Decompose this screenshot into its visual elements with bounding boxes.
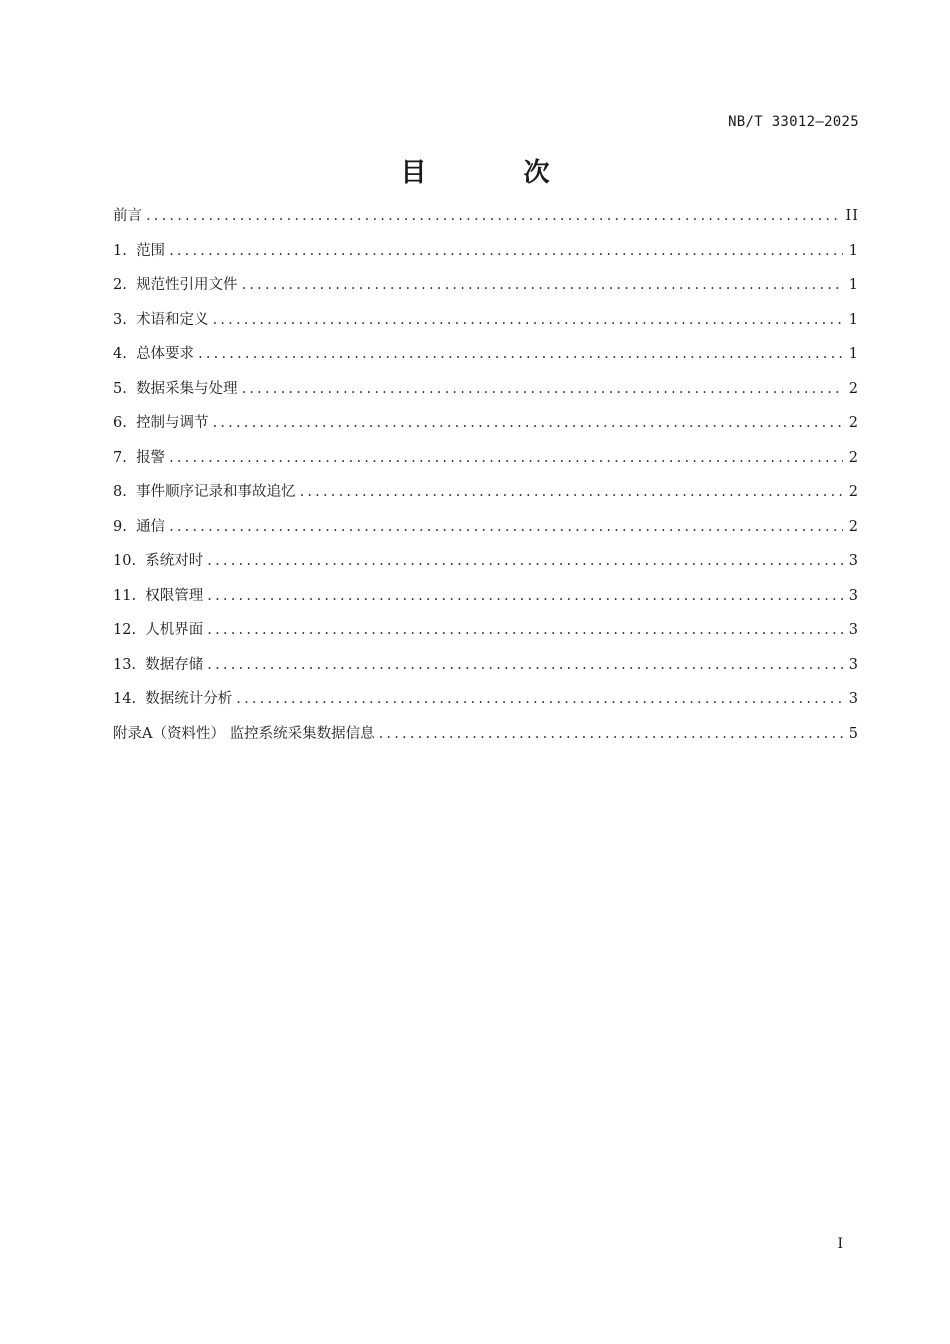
toc-entry-page: 3 <box>848 691 859 707</box>
toc-entry-title: 人机界面 <box>145 622 204 638</box>
toc-entry-number: 10. <box>113 553 146 569</box>
toc-entry-number: 1. <box>113 242 137 259</box>
dot-leader <box>213 303 843 338</box>
toc-entry-statistical-analysis[interactable] <box>113 682 859 717</box>
toc-entry-page: 2 <box>848 415 859 431</box>
toc-entry-page: 3 <box>848 587 859 604</box>
dot-leader <box>169 234 843 269</box>
toc-entry-page: 2 <box>848 484 859 500</box>
toc-entry-title: 规范性引用文件 <box>136 277 238 293</box>
dot-leader <box>379 717 843 752</box>
toc-entry-title: 权限管理 <box>145 587 204 604</box>
toc-entry-number: 11. <box>113 587 146 604</box>
toc-entry-title: 通信 <box>136 518 166 535</box>
toc-entry-page: II <box>845 208 859 224</box>
dot-leader <box>213 406 843 441</box>
dot-leader <box>207 579 842 614</box>
toc-entry-title: 事件顺序记录和事故追忆 <box>136 484 296 500</box>
toc-entry-title: 数据统计分析 <box>145 691 233 707</box>
toc-entry-hmi[interactable] <box>113 613 859 648</box>
toc-entry-number: 7. <box>113 449 137 466</box>
dot-leader <box>146 199 840 234</box>
toc-entry-number: 9. <box>113 518 137 535</box>
table-of-contents <box>113 199 859 751</box>
toc-entry-title: 术语和定义 <box>136 311 209 328</box>
toc-entry-general-requirements[interactable] <box>113 337 859 372</box>
toc-entry-alarm[interactable] <box>113 441 859 476</box>
toc-entry-number: 4. <box>113 346 137 362</box>
dot-leader <box>236 682 842 717</box>
toc-entry-data-acquisition[interactable] <box>113 372 859 407</box>
toc-entry-page: 2 <box>848 449 859 466</box>
toc-entry-page: 1 <box>848 311 859 328</box>
toc-entry-page: 1 <box>848 242 859 259</box>
toc-entry-event-recording[interactable] <box>113 475 859 510</box>
dot-leader <box>198 337 843 372</box>
document-code: NB/T 33012—2025 <box>728 114 859 130</box>
toc-entry-time-sync[interactable] <box>113 544 859 579</box>
toc-entry-title: 报警 <box>136 449 166 466</box>
toc-entry-data-storage[interactable] <box>113 648 859 683</box>
toc-entry-title: 数据采集与处理 <box>136 380 238 397</box>
dot-leader <box>169 510 843 545</box>
dot-leader <box>207 544 842 579</box>
toc-entry-page: 2 <box>848 518 859 535</box>
toc-entry-number: 5. <box>113 380 137 397</box>
toc-entry-title: 总体要求 <box>136 346 195 362</box>
toc-entry-title: 数据存储 <box>145 656 204 673</box>
dot-leader <box>207 613 842 648</box>
toc-entry-number: 2. <box>113 277 137 293</box>
toc-entry-page: 2 <box>848 380 859 397</box>
toc-entry-title: 前言 <box>113 208 142 224</box>
toc-entry-number: 3. <box>113 311 137 328</box>
toc-entry-page: 3 <box>848 622 859 638</box>
toc-entry-communication[interactable] <box>113 510 859 545</box>
toc-entry-control-regulation[interactable] <box>113 406 859 441</box>
toc-entry-number: 14. <box>113 691 146 707</box>
dot-leader <box>242 372 843 407</box>
toc-entry-title: 系统对时 <box>145 553 204 569</box>
toc-entry-appendix-a[interactable] <box>113 717 859 752</box>
dot-leader <box>169 441 843 476</box>
dot-leader <box>300 475 843 510</box>
page-number: I <box>837 1236 843 1252</box>
toc-entry-number: 13. <box>113 656 146 673</box>
toc-entry-page: 1 <box>848 346 859 362</box>
toc-entry-foreword[interactable] <box>113 199 859 234</box>
toc-entry-permission-management[interactable] <box>113 579 859 614</box>
toc-entry-number: 6. <box>113 415 137 431</box>
toc-entry-title: 附录A（资料性） 监控系统采集数据信息 <box>113 725 375 742</box>
toc-entry-normative-references[interactable] <box>113 268 859 303</box>
toc-entry-page: 5 <box>848 725 859 742</box>
toc-entry-number: 8. <box>113 484 137 500</box>
toc-entry-title: 控制与调节 <box>136 415 209 431</box>
toc-entry-number: 12. <box>113 622 146 638</box>
toc-entry-page: 1 <box>848 277 859 293</box>
toc-title: 目 次 <box>400 158 594 188</box>
dot-leader <box>242 268 843 303</box>
toc-entry-scope[interactable] <box>113 234 859 269</box>
dot-leader <box>207 648 842 683</box>
toc-entry-terms-definitions[interactable] <box>113 303 859 338</box>
toc-entry-page: 3 <box>848 656 859 673</box>
toc-entry-page: 3 <box>848 553 859 569</box>
toc-entry-title: 范围 <box>136 242 166 259</box>
